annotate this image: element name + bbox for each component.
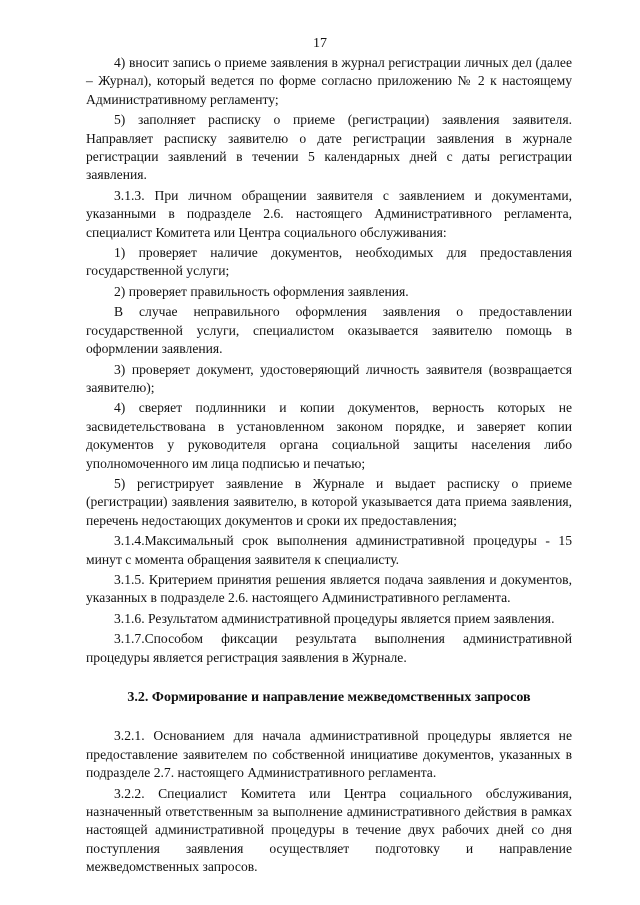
page-number: 17: [313, 36, 327, 51]
paragraph-4-journal-entry: 4) вносит запись о приеме заявления в журнал регистрации личных дел (далее – Журнал), который ведется по форме согласно приложению № 2 к настоящему Административному регламенту;: [86, 55, 572, 107]
paragraph-3-1-7: 3.1.7.Способом фиксации результата выполнения административной процедуры является регистрация заявления в Журнале.: [86, 631, 572, 665]
paragraph-register-application: 5) регистрирует заявление в Журнале и выдает расписку о приеме (регистрации) заявления заявителю, в которой указывается дата приема заявления, перечень недостающих документов и сроки их предоставления;: [86, 475, 572, 528]
paragraph-3-1-3: 3.1.3. При личном обращении заявителя с заявлением и документами, указанными в подразделе 2.6. настоящего Административного регламента, специалист Комитета или Центра социального обслуживания:: [86, 187, 572, 240]
document-body: [86, 54, 572, 879]
paragraph-5-receipt: 5) заполняет расписку о приеме (регистрации) заявления заявителя. Направляет расписку заявителю о дате регистрации заявления в журнале регистрации заявлений в течении 5 календарных дней с даты регистрации заявления.: [86, 112, 572, 183]
paragraph-3-1-6: 3.1.6. Результатом административной процедуры является прием заявления.: [114, 610, 555, 626]
paragraph-3-1-4: 3.1.4.Максимальный срок выполнения административной процедуры - 15 минут с момента обращения заявителя к специалисту.: [86, 533, 572, 567]
paragraph-3-2-1: 3.2.1. Основанием для начала административной процедуры является не предоставление заявителем по собственной инициативе документов, указанных в подразделе 2.7. настоящего Административного регламента.: [86, 728, 572, 781]
paragraph-incorrect-form-help: В случае неправильного оформления заявления о предоставлении государственной услуги, специалистом оказывается заявителю помощь в оформлении заявления.: [86, 304, 572, 357]
paragraph-check-documents: 1) проверяет наличие документов, необходимых для предоставления государственной услуги;: [86, 245, 572, 279]
section-heading-3-2: 3.2. Формирование и направление межведомственных запросов: [127, 690, 531, 705]
paragraph-verify-copies: 4) сверяет подлинники и копии документов, верность которых не засвидетельствована в установленном законом порядке, и заверяет копии документов у руководителя органа социальной защиты населения либо уполномоченного им лица подписью и печатью;: [86, 400, 572, 471]
paragraph-check-form: 2) проверяет правильность оформления заявления.: [114, 283, 409, 299]
paragraph-check-identity: 3) проверяет документ, удостоверяющий личность заявителя (возвращается заявителю);: [86, 361, 572, 395]
paragraph-3-1-5: 3.1.5. Критерием принятия решения является подача заявления и документов, указанных в подразделе 2.6. настоящего Административного регламента.: [86, 571, 572, 606]
paragraph-3-2-2: 3.2.2. Специалист Комитета или Центра социального обслуживания, назначенный ответственным за выполнение административного действия в рамках настоящей административной процедуры в течение двух рабочих дней со дня поступления заявления осуществляет подготовку и направление межведомственных запросов.: [86, 785, 572, 875]
